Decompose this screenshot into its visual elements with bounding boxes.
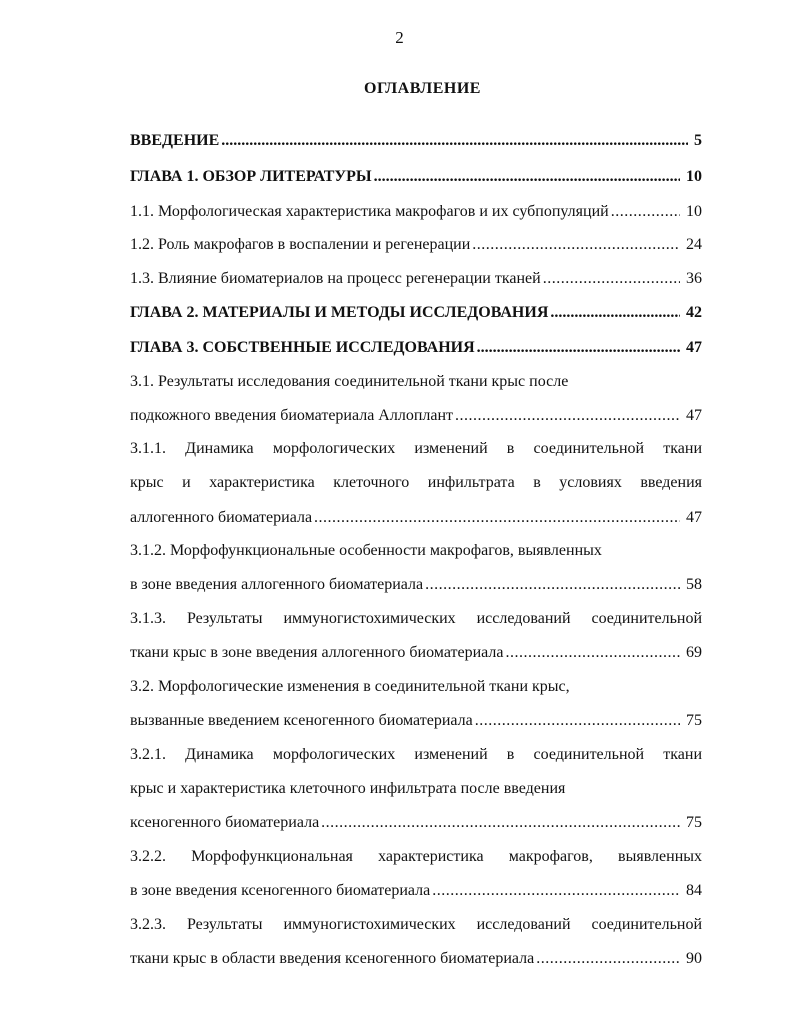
toc-entry-page: 75	[686, 814, 702, 831]
toc-leader-dots	[541, 269, 680, 289]
toc-entry-page: 47	[686, 509, 702, 526]
toc-leader-dots	[470, 235, 680, 255]
toc-entry-page: 42	[686, 304, 702, 321]
toc-entry-3-1-2[interactable]	[130, 575, 702, 595]
toc-entry-page: 10	[686, 203, 702, 220]
toc-entry-label: ВВЕДЕНИЕ	[130, 132, 220, 149]
toc-leader-dots	[430, 881, 680, 901]
toc-entry-label: 1.1. Морфологическая характеристика макрофагов и их субпопуляций	[130, 203, 609, 220]
toc-entry-label: подкожного введения биоматериала Аллоплант	[130, 407, 454, 424]
toc-entry-3-1-1-line: 3.1.1. Динамика морфологических изменений в соединительной ткани	[130, 440, 702, 457]
toc-entry-label: ткани крыс в зоне введения аллогенного биоматериала	[130, 644, 504, 661]
toc-entry-3-1-3-line: 3.1.3. Результаты иммуногистохимических исследований соединительной	[130, 610, 702, 627]
toc-entry-3-1-1-line: крыс и характеристика клеточного инфильтрата в условиях введения	[130, 474, 702, 491]
toc-entry-label: вызванные введением ксеногенного биоматериала	[130, 712, 473, 729]
toc-leader-dots	[473, 711, 680, 731]
toc-entry-page: 24	[686, 236, 702, 253]
toc-entry-page: 10	[686, 168, 702, 185]
toc-entry-3-2-1-line: крыс и характеристика клеточного инфильтрата после введения	[130, 780, 566, 797]
toc-entry-label: 1.3. Влияние биоматериалов на процесс регенерации тканей	[130, 270, 541, 287]
toc-entry-1-2[interactable]	[130, 235, 702, 255]
toc-leader-dots	[423, 575, 680, 595]
toc-leader-dots	[548, 303, 680, 323]
toc-entry-3-1[interactable]	[130, 406, 702, 426]
toc-entry-3-1-3[interactable]	[130, 643, 702, 663]
toc-entry-page: 69	[686, 644, 702, 661]
toc-leader-dots	[609, 202, 680, 222]
toc-leader-dots	[475, 338, 680, 358]
toc-entry-page: 36	[686, 270, 702, 287]
toc-entry-page: 5	[694, 132, 702, 149]
toc-entry-1-3[interactable]	[130, 269, 702, 289]
toc-leader-dots	[319, 813, 680, 833]
toc-entry-3-2-1[interactable]	[130, 813, 702, 833]
toc-entry-label: ГЛАВА 3. СОБСТВЕННЫЕ ИССЛЕДОВАНИЯ	[130, 339, 475, 356]
toc-entry-page: 47	[686, 339, 702, 356]
toc-entry-label: ткани крыс в области введения ксеногенного биоматериала	[130, 950, 535, 967]
toc-entry-1-1[interactable]	[130, 202, 702, 222]
toc-entry-chapter-1[interactable]	[130, 167, 702, 187]
toc-entry-3-2-line: 3.2. Морфологические изменения в соединительной ткани крыс,	[130, 678, 570, 695]
toc-entry-3-1-1[interactable]	[130, 508, 702, 528]
toc-entry-3-2-2[interactable]	[130, 881, 702, 901]
toc-entry-chapter-3[interactable]	[130, 338, 702, 358]
toc-entry-page: 58	[686, 576, 702, 593]
toc-entry-label: ГЛАВА 2. МАТЕРИАЛЫ И МЕТОДЫ ИССЛЕДОВАНИЯ	[130, 304, 549, 321]
toc-leader-dots	[453, 406, 680, 426]
toc-entry-label: аллогенного биоматериала	[130, 509, 313, 526]
toc-leader-dots	[219, 131, 688, 151]
toc-entry-3-2-3[interactable]	[130, 949, 702, 969]
page-number: 2	[395, 28, 404, 47]
toc-entry-label: ГЛАВА 1. ОБЗОР ЛИТЕРАТУРЫ	[130, 168, 372, 185]
toc-entry-page: 75	[686, 712, 702, 729]
toc-leader-dots	[312, 508, 680, 528]
toc-title: ОГЛАВЛЕНИЕ	[364, 80, 481, 97]
toc-entry-page: 90	[686, 950, 702, 967]
toc-entry-page: 47	[686, 407, 702, 424]
toc-entry-label: ксеногенного биоматериала	[130, 814, 320, 831]
toc-entry-chapter-2[interactable]	[130, 303, 702, 323]
toc-entry-3-2-2-line: 3.2.2. Морфофункциональная характеристика макрофагов, выявленных	[130, 848, 702, 865]
toc-leader-dots	[372, 167, 680, 187]
toc-entry-introduction[interactable]	[130, 131, 702, 151]
toc-entry-label: в зоне введения аллогенного биоматериала	[130, 576, 424, 593]
toc-entry-label: 1.2. Роль макрофагов в воспалении и регенерации	[130, 236, 471, 253]
toc-entry-3-2[interactable]	[130, 711, 702, 731]
toc-entry-page: 84	[686, 882, 702, 899]
toc-entry-3-2-1-line: 3.2.1. Динамика морфологических изменений в соединительной ткани	[130, 746, 702, 763]
toc-entry-3-2-3-line: 3.2.3. Результаты иммуногистохимических исследований соединительной	[130, 916, 702, 933]
toc-entry-3-1-2-line: 3.1.2. Морфофункциональные особенности макрофагов, выявленных	[130, 542, 602, 559]
toc-leader-dots	[504, 643, 681, 663]
toc-entry-label: в зоне введения ксеногенного биоматериала	[130, 882, 431, 899]
toc-leader-dots	[534, 949, 680, 969]
toc-entry-3-1-line: 3.1. Результаты исследования соединительной ткани крыс после	[130, 373, 569, 390]
